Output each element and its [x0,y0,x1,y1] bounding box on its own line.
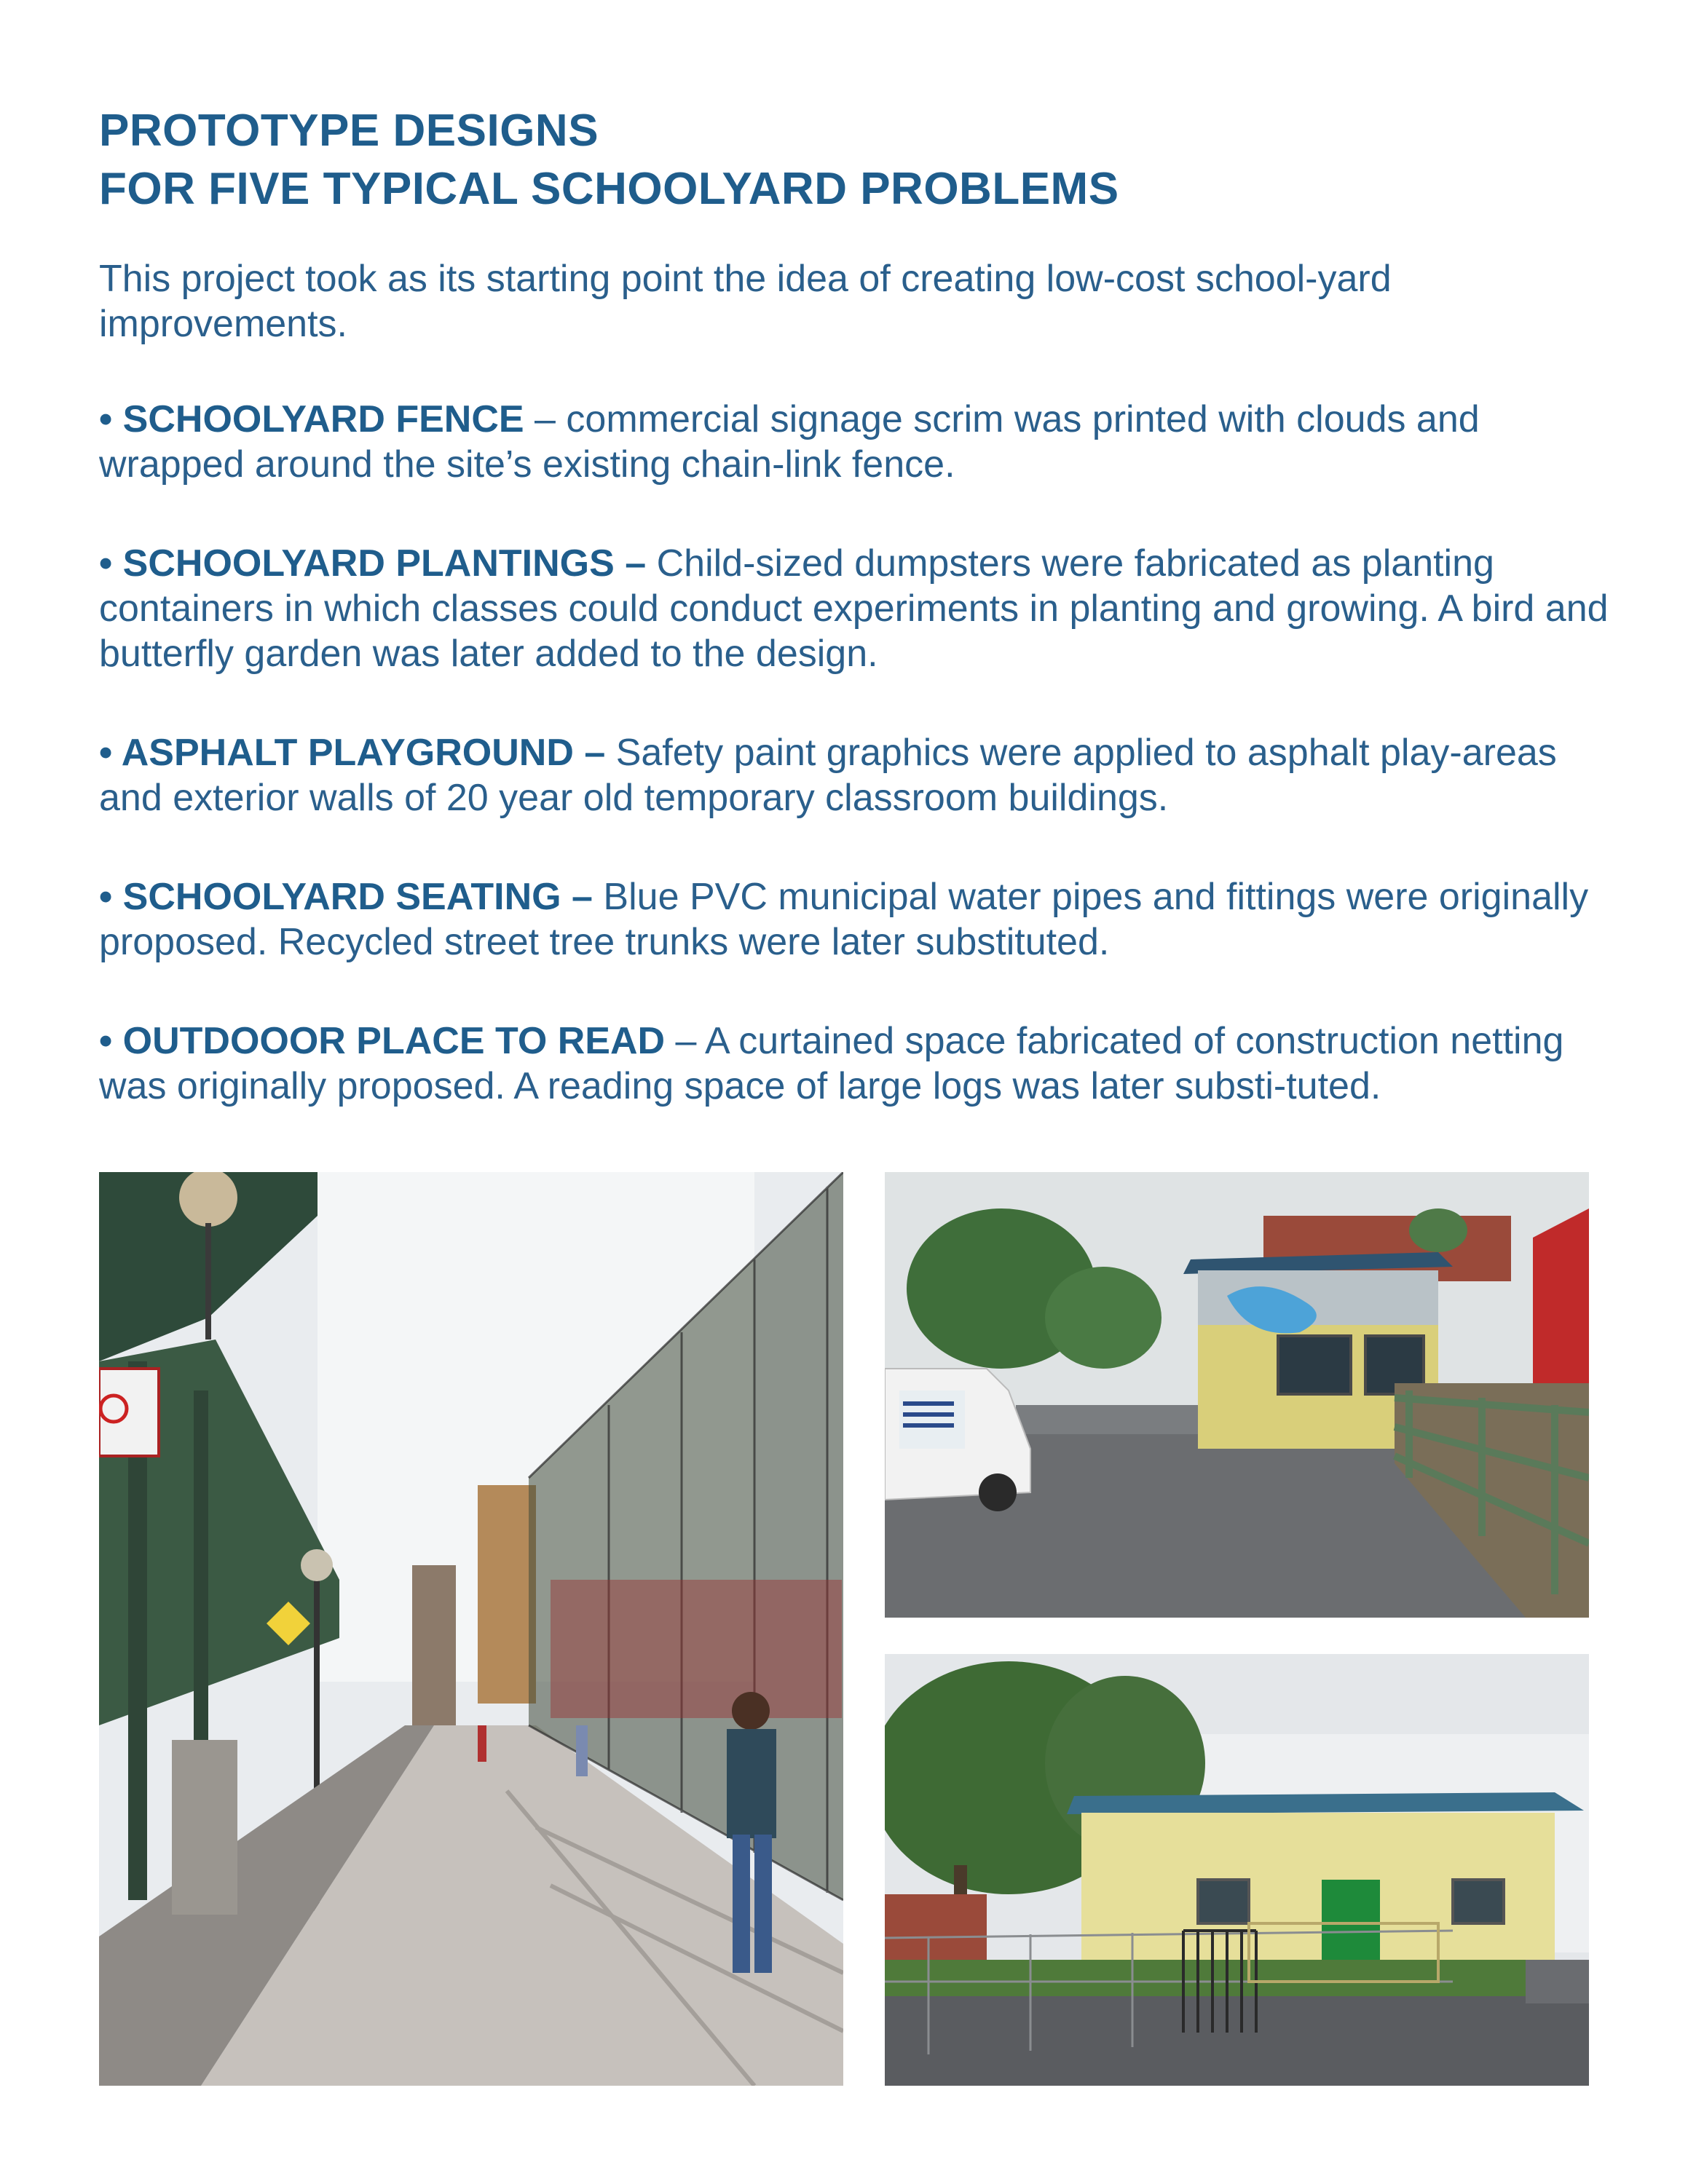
bullet-asphalt-playground [99,730,1614,820]
photo-sidewalk-fence-illustration [99,1172,843,2086]
bullet-heading: • ASPHALT PLAYGROUND – [99,732,606,774]
bullet-text: Safety paint graphics were applied to asphalt play-areas and exterior walls of 20 year old temporary classroom buildings. [99,732,1557,819]
photo-classroom-ramp-illustration [885,1172,1589,1618]
bullet-schoolyard-fence [99,397,1614,487]
bullet-text: – A curtained space fabricated of construction netting was originally proposed. A reading space of large logs was later substi-tuted. [99,1020,1564,1107]
photo-classroom-yard-illustration [885,1654,1589,2086]
photo-classroom-ramp [885,1172,1589,1618]
bullet-outdoor-place-to-read [99,1018,1614,1109]
bullet-heading: • SCHOOLYARD SEATING – [99,876,593,918]
bullet-heading: • OUTDOOOR PLACE TO READ [99,1020,666,1062]
title-line-2: FOR FIVE TYPICAL SCHOOLYARD PROBLEMS [99,164,1119,214]
photo-sidewalk-fence [99,1172,843,2086]
intro-paragraph: This project took as its starting point the idea of creating low-cost school-yard improvements. [99,258,1392,345]
photo-classroom-yard [885,1654,1589,2086]
bullet-schoolyard-seating [99,874,1614,965]
bullet-text: – commercial signage scrim was printed with clouds and wrapped around the site’s existing chain-link fence. [99,398,1480,486]
bullet-text: Blue PVC municipal water pipes and fittings were originally proposed. Recycled street tree trunks were later substituted. [99,876,1589,963]
title-line-1: PROTOTYPE DESIGNS [99,106,599,156]
bullet-schoolyard-plantings [99,541,1614,676]
problem-list [99,397,1614,1163]
page-title [99,102,1614,218]
bullet-heading: • SCHOOLYARD PLANTINGS – [99,542,647,585]
bullet-heading: • SCHOOLYARD FENCE [99,398,524,440]
bullet-text: Child-sized dumpsters were fabricated as planting containers in which classes could conduct experiments in planting and growing. A bird and butterfly garden was later added to the design. [99,542,1609,675]
